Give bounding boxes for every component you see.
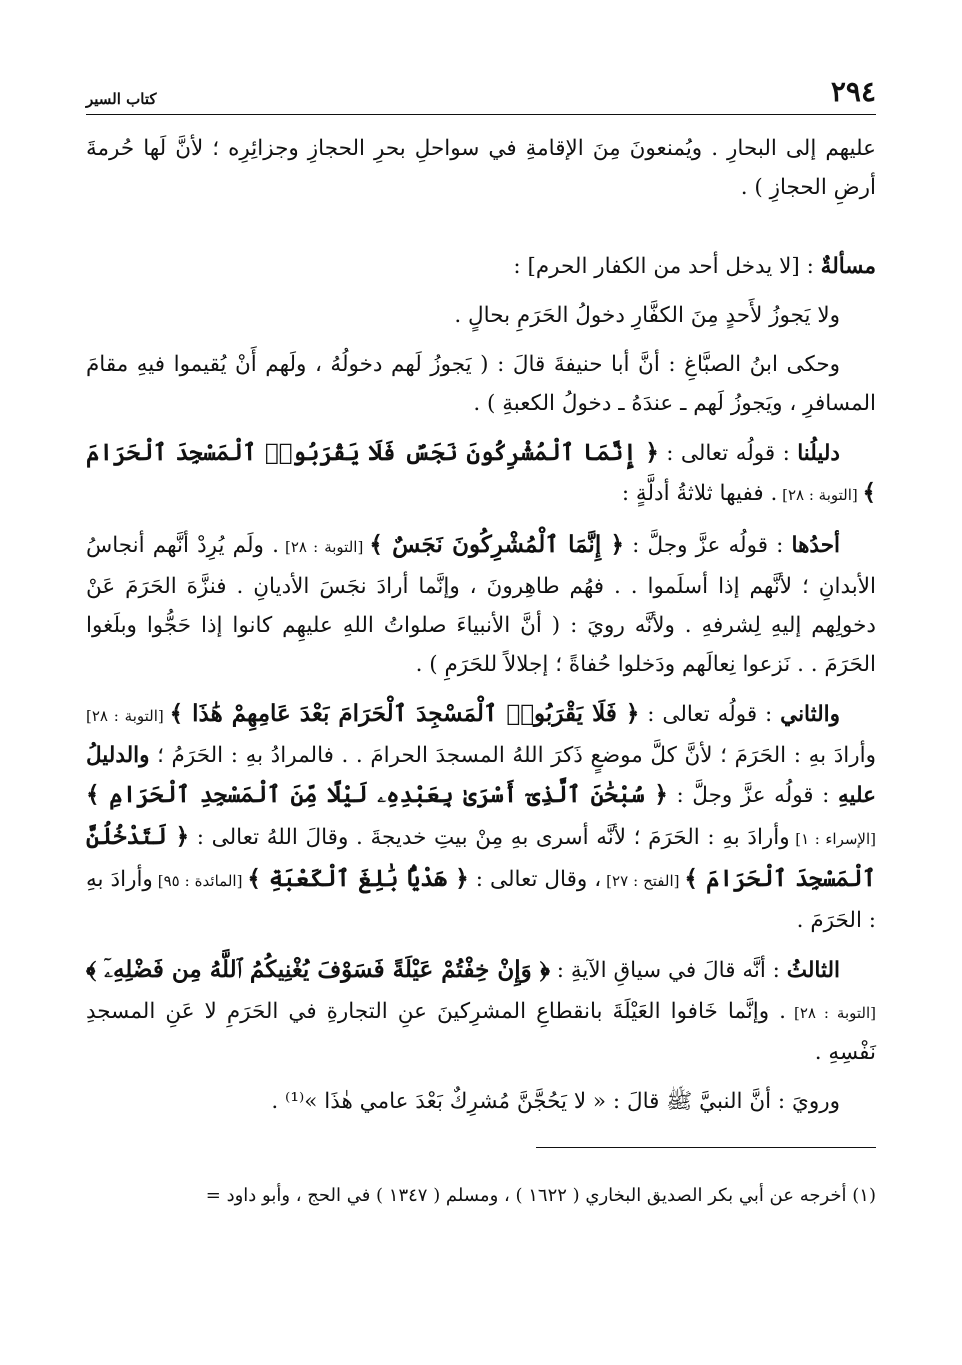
page xyxy=(86,70,876,1212)
paragraph-3: ولا يَجوزُ لأَحدٍ مِنَ الكفَّارِ دخولُ الحَرَمِ بحالٍ . xyxy=(454,303,840,328)
paragraph-6 xyxy=(86,525,876,684)
section-heading xyxy=(86,247,876,286)
paragraph-7 xyxy=(86,694,876,940)
second-label: والثاني xyxy=(780,702,841,727)
verse-reference: [المائدة : ٩٥] xyxy=(152,872,248,890)
verse-reference: [التوبة : ٢٨] xyxy=(777,486,863,504)
quran-verse: ﴿ هَدْيًۢا بَٰلِغَ ٱلْكَعْبَةِ ﴾ xyxy=(247,865,469,892)
verse-reference: [الفتح : ٢٧] xyxy=(601,872,685,890)
text-span: : أنَّه قالَ في سياقِ الآيةِ : xyxy=(549,958,787,983)
verse-reference: [التوبة : ٢٨] xyxy=(278,538,370,556)
footnote: (١) أخرجه عن أبي بكر الصديق البخاري ( ١٦٢٢ ) ، ومسلم ( ١٣٤٧ ) في الحج ، وأبو داود = xyxy=(205,1185,876,1206)
quran-verse: ﴿ وَإِنْ خِفْتُمْ عَيْلَةً فَسَوْفَ يُغْنِيكُمُ ٱللَّهُ مِن فَضْلِهِۦٓ ﴾ xyxy=(86,956,550,983)
page-number: ٢٩٤ xyxy=(830,75,876,108)
text-span: . وإنَّما خَافوا العَيْلَةَ بانقطاعِ المشرِكينَ عنِ التجارةِ في الحَرَمِ لا عَنِ المسجدِ نَفْسِهِ . xyxy=(86,999,876,1065)
paragraph-1: عليهم إلى البحارِ . ويُمنعونَ مِنَ الإقامةِ في سواحلِ بحرِ الحجازِ وجزائِرِه ؛ لأنَّ لَها حُرمةَ أرضِ الحجازِ ) . xyxy=(86,136,876,200)
quran-verse: ﴿ لَتَدْخُلُنَّ ٱلْمَسْجِدَ ٱلْحَرَامَ ﴾ xyxy=(86,823,876,892)
running-header xyxy=(86,70,876,115)
quran-verse: ﴿ إِنَّمَا ٱلْمُشْرِكُونَ نَجَسٌ فَلَا يَقْرَبُوا۟ ٱلْمَسْجِدَ ٱلْحَرَامَ ﴾ xyxy=(86,439,876,506)
text-span: ، وقال تعالى : xyxy=(468,867,602,892)
quran-verse: ﴿ سُبْحَٰنَ ٱلَّذِىٓ أَسْرَىٰ بِعَبْدِهِۦ لَيْلًا مِّنَ ٱلْمَسْجِدِ ٱلْحَرَامِ ﴾ xyxy=(86,781,668,808)
text-span: : قولُه تعالى : xyxy=(658,441,798,466)
masala-title: : [لا يدخل أحد من الكفار الحرم] : xyxy=(513,254,821,279)
dalil-label: دليلُنا xyxy=(797,441,841,466)
text-span: وأرادَ بهِ : الحَرَمَ ؛ لأنَّه أسرى بهِ مِنْ بيتِ خديجةَ . وقالَ اللهُ تعالى : xyxy=(189,825,790,850)
evidence-label: والدليلُ عليهِ xyxy=(86,743,876,808)
book-title: كتاب السير xyxy=(86,90,157,108)
first-label: أحدُها xyxy=(791,533,840,558)
paragraph-9: ورويَ : أنَّ النبيَّ ﷺ قالَ : « لا يَحُجَّنَّ مُشرِكٌ بَعْدَ عامي هٰذَا »⁽¹⁾ . xyxy=(271,1089,840,1114)
footnote-divider xyxy=(536,1147,876,1148)
text-body xyxy=(86,129,876,1121)
masala-label: مسألةٌ xyxy=(820,254,876,279)
verse-reference: [التوبة : ٢٨] xyxy=(86,707,170,725)
quran-verse: ﴿ إِنَّمَا ٱلْمُشْرِكُونَ نَجَسٌ ﴾ xyxy=(369,531,625,558)
verse-reference: [التوبة : ٢٨] xyxy=(786,1004,877,1022)
text-span: . ولَم يُرِدْ أنَّهم أنجاسُ الأبدانِ ؛ لأنَّهم إذا أسلَموا . . فهُم طاهِرونَ ، وإنَّما أرادَ نجَسَ الأديانِ . فنزَّهَ الحَرَمَ عَنْ دخولِهم إليهِ لِشرفهِ . ولأنَّه رويَ : ( أنَّ الأنبياءَ صلواتُ اللهِ عليهِم كانوا إذا حَجُّوا وبلَغوا الحَرَمَ . . نَزعوا نِعالَهم ودَخلوا حُفاةً ؛ إجلالاً للحَرَمِ ) . xyxy=(86,533,876,677)
text-span: : قولُه عزَّ وجلَّ : xyxy=(624,533,792,558)
text-span: وأرادَ بهِ : الحَرَمَ . xyxy=(86,867,876,933)
paragraph-8 xyxy=(86,950,876,1072)
paragraph-4: وحكى ابنُ الصبَّاغِ : أنَّ أبا حنيفةَ قالَ : ( يَجوزُ لَهم دخولُهُ ، ولَهم أَنْ يُقيموا فيهِ مقامَ المسافرِ ، ويَجوزُ لَهم ـ عندَهُ ـ دخولُ الكعبةِ ) . xyxy=(86,352,876,416)
text-span: وأرادَ بهِ : الحَرَمَ ؛ لأنَّ كلَّ موضعٍ ذَكرَ اللهُ المسجدَ الحرامَ . . فالمرادُ بهِ : الحَرَمُ ؛ xyxy=(149,743,876,768)
paragraph-5 xyxy=(86,433,876,515)
quran-verse: ﴿ فَلَا يَقْرَبُوا۟ ٱلْمَسْجِدَ ٱلْحَرَامَ بَعْدَ عَامِهِمْ هَٰذَا ﴾ xyxy=(169,700,640,727)
verse-reference: [الإسراء : ١] xyxy=(789,830,877,848)
text-span: : قولُه تعالى : xyxy=(639,702,781,727)
text-span: . ففيها ثلاثةُ أدلَّةٍ : xyxy=(621,481,778,506)
text-span: : قولُه عزَّ وجلَّ : xyxy=(667,783,839,808)
third-label: الثالثُ xyxy=(786,958,840,983)
